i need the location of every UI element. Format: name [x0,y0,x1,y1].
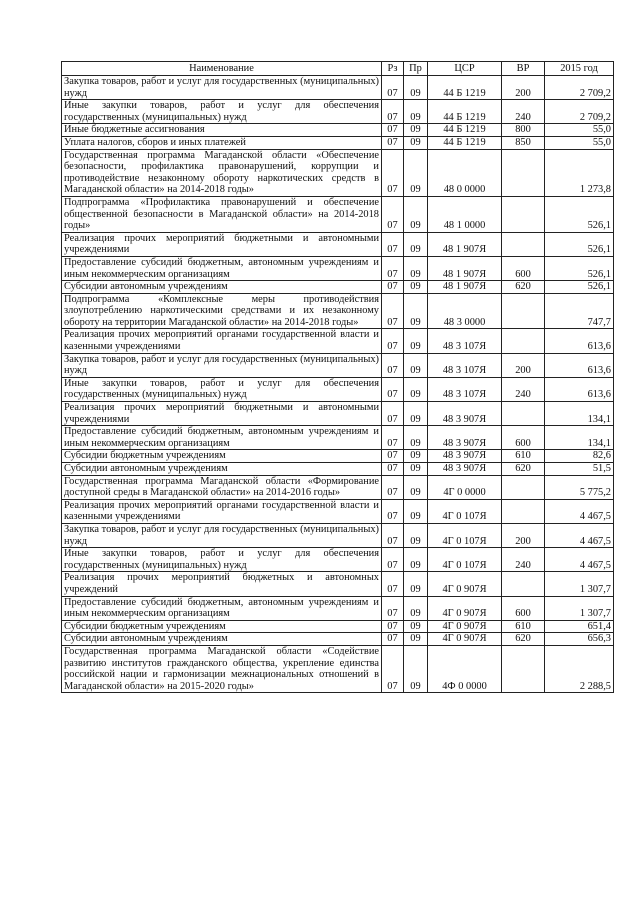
table-row [62,256,614,280]
row-amount: 5 775,2 [545,475,614,499]
row-rz: 07 [382,329,404,353]
row-rz: 07 [382,281,404,294]
header-pr: Пр [404,62,428,76]
row-vr: 240 [502,377,545,401]
row-vr: 240 [502,548,545,572]
row-csr: 4Г 0 107Я [428,548,502,572]
row-name: Реализация прочих мероприятий органами государственной власти и казенными учреждениями [62,499,382,523]
row-pr: 09 [404,377,428,401]
row-name: Государственная программа Магаданской области «Обеспечение безопасности, профилактика правонарушений, коррупции и противодействие незаконному обороту наркотических средств в Магаданской области» на 2014-2018 годы» [62,149,382,196]
table-header-row [62,62,614,76]
row-rz: 07 [382,426,404,450]
row-amount: 82,6 [545,450,614,463]
row-pr: 09 [404,353,428,377]
row-amount: 2 709,2 [545,76,614,100]
row-rz: 07 [382,76,404,100]
row-pr: 09 [404,329,428,353]
row-name: Подпрограмма «Комплексные меры противодействия злоупотреблению наркотическими средствами и их незаконному обороту на территории Магаданской области» на 2014-2018 годы» [62,293,382,329]
table-row [62,329,614,353]
row-pr: 09 [404,450,428,463]
row-name: Субсидии автономным учреждениям [62,463,382,476]
budget-table [61,61,614,693]
row-vr [502,149,545,196]
row-vr: 620 [502,633,545,646]
row-vr [502,329,545,353]
row-rz: 07 [382,232,404,256]
row-csr: 4Г 0 907Я [428,572,502,596]
row-amount: 55,0 [545,124,614,137]
table-row [62,402,614,426]
row-pr: 09 [404,232,428,256]
table-body [62,76,614,693]
row-name: Иные бюджетные ассигнования [62,124,382,137]
row-name: Иные закупки товаров, работ и услуг для обеспечения государственных (муниципальных) нужд [62,100,382,124]
table-row [62,281,614,294]
row-name: Предоставление субсидий бюджетным, автономным учреждениям и иным некоммерческим организациям [62,426,382,450]
row-csr: 48 3 907Я [428,426,502,450]
row-rz: 07 [382,523,404,547]
row-name: Субсидии бюджетным учреждениям [62,620,382,633]
row-amount: 134,1 [545,402,614,426]
row-csr: 4Г 0 907Я [428,596,502,620]
row-rz: 07 [382,293,404,329]
row-amount: 4 467,5 [545,499,614,523]
table-row [62,196,614,232]
row-name: Реализация прочих мероприятий бюджетными и автономными учреждениями [62,402,382,426]
row-vr [502,499,545,523]
row-rz: 07 [382,463,404,476]
row-pr: 09 [404,633,428,646]
row-csr: 48 3 107Я [428,353,502,377]
row-rz: 07 [382,596,404,620]
row-rz: 07 [382,645,404,692]
row-amount: 1 307,7 [545,596,614,620]
table-row [62,499,614,523]
row-amount: 2 288,5 [545,645,614,692]
row-vr [502,293,545,329]
row-vr [502,232,545,256]
row-csr: 48 1 0000 [428,196,502,232]
row-vr: 610 [502,620,545,633]
row-csr: 44 Б 1219 [428,124,502,137]
row-vr: 800 [502,124,545,137]
table-row [62,523,614,547]
table-row [62,450,614,463]
row-csr: 4Г 0 907Я [428,620,502,633]
row-amount: 134,1 [545,426,614,450]
table-row [62,463,614,476]
row-pr: 09 [404,426,428,450]
row-pr: 09 [404,596,428,620]
row-name: Предоставление субсидий бюджетным, автономным учреждениям и иным некоммерческим организациям [62,256,382,280]
row-pr: 09 [404,281,428,294]
row-vr: 850 [502,136,545,149]
row-pr: 09 [404,620,428,633]
row-vr: 620 [502,463,545,476]
row-csr: 4Г 0 0000 [428,475,502,499]
row-name: Закупка товаров, работ и услуг для государственных (муниципальных) нужд [62,76,382,100]
row-rz: 07 [382,149,404,196]
row-rz: 07 [382,353,404,377]
row-amount: 51,5 [545,463,614,476]
table-row [62,475,614,499]
row-csr: 48 1 907Я [428,232,502,256]
header-year: 2015 год [545,62,614,76]
row-amount: 2 709,2 [545,100,614,124]
row-vr: 240 [502,100,545,124]
row-csr: 48 0 0000 [428,149,502,196]
row-pr: 09 [404,523,428,547]
row-vr: 200 [502,523,545,547]
row-amount: 747,7 [545,293,614,329]
row-amount: 613,6 [545,353,614,377]
row-rz: 07 [382,475,404,499]
row-amount: 613,6 [545,329,614,353]
table-row [62,124,614,137]
row-amount: 1 307,7 [545,572,614,596]
row-amount: 55,0 [545,136,614,149]
row-csr: 4Г 0 107Я [428,499,502,523]
table-row [62,353,614,377]
row-name: Предоставление субсидий бюджетным, автономным учреждениям и иным некоммерческим организациям [62,596,382,620]
row-vr: 600 [502,256,545,280]
row-pr: 09 [404,572,428,596]
table-row [62,633,614,646]
row-csr: 44 Б 1219 [428,76,502,100]
row-rz: 07 [382,377,404,401]
table-row [62,596,614,620]
row-vr [502,645,545,692]
row-pr: 09 [404,76,428,100]
row-vr [502,572,545,596]
row-amount: 526,1 [545,256,614,280]
row-rz: 07 [382,402,404,426]
row-pr: 09 [404,499,428,523]
row-pr: 09 [404,136,428,149]
row-rz: 07 [382,136,404,149]
row-rz: 07 [382,450,404,463]
row-amount: 613,6 [545,377,614,401]
row-csr: 4Г 0 907Я [428,633,502,646]
row-name: Субсидии автономным учреждениям [62,633,382,646]
row-name: Закупка товаров, работ и услуг для государственных (муниципальных) нужд [62,353,382,377]
row-name: Государственная программа Магаданской области «Содействие развитию институтов гражданского общества, укрепление единства российской нации и гармонизации межнациональных отношений в Магаданской области» на 2015-2020 годы» [62,645,382,692]
row-name: Реализация прочих мероприятий бюджетных и автономных учреждений [62,572,382,596]
row-pr: 09 [404,293,428,329]
row-rz: 07 [382,548,404,572]
row-pr: 09 [404,463,428,476]
row-csr: 48 1 907Я [428,256,502,280]
row-vr [502,196,545,232]
table-row [62,136,614,149]
row-amount: 656,3 [545,633,614,646]
row-amount: 526,1 [545,281,614,294]
row-amount: 4 467,5 [545,548,614,572]
header-rz: Рз [382,62,404,76]
table-row [62,76,614,100]
row-vr: 200 [502,353,545,377]
header-name: Наименование [62,62,382,76]
row-name: Реализация прочих мероприятий органами государственной власти и казенными учреждениями [62,329,382,353]
row-rz: 07 [382,620,404,633]
row-amount: 1 273,8 [545,149,614,196]
row-pr: 09 [404,645,428,692]
row-name: Подпрограмма «Профилактика правонарушений и обеспечение общественной безопасности в Магаданской области» на 2014-2018 годы» [62,196,382,232]
row-csr: 44 Б 1219 [428,136,502,149]
row-csr: 4Г 0 107Я [428,523,502,547]
row-name: Реализация прочих мероприятий бюджетными и автономными учреждениями [62,232,382,256]
row-vr [502,402,545,426]
row-rz: 07 [382,572,404,596]
table-row [62,620,614,633]
table-row [62,100,614,124]
row-vr: 600 [502,596,545,620]
row-csr: 48 3 907Я [428,402,502,426]
row-vr [502,475,545,499]
row-vr: 610 [502,450,545,463]
table-row [62,232,614,256]
table-row [62,548,614,572]
table-row [62,572,614,596]
row-csr: 48 3 107Я [428,329,502,353]
row-rz: 07 [382,256,404,280]
row-pr: 09 [404,256,428,280]
row-vr: 620 [502,281,545,294]
row-amount: 4 467,5 [545,523,614,547]
row-name: Субсидии бюджетным учреждениям [62,450,382,463]
row-pr: 09 [404,149,428,196]
row-csr: 48 3 907Я [428,463,502,476]
table-row [62,377,614,401]
row-amount: 526,1 [545,196,614,232]
table-row [62,293,614,329]
row-rz: 07 [382,633,404,646]
row-csr: 44 Б 1219 [428,100,502,124]
row-pr: 09 [404,402,428,426]
header-vr: ВР [502,62,545,76]
table-row [62,426,614,450]
row-name: Иные закупки товаров, работ и услуг для обеспечения государственных (муниципальных) нужд [62,548,382,572]
table-row [62,645,614,692]
row-amount: 651,4 [545,620,614,633]
row-name: Государственная программа Магаданской области «Формирование доступной среды в Магаданской области» на 2014-2016 годы» [62,475,382,499]
row-csr: 48 3 107Я [428,377,502,401]
row-name: Закупка товаров, работ и услуг для государственных (муниципальных) нужд [62,523,382,547]
row-pr: 09 [404,548,428,572]
row-pr: 09 [404,100,428,124]
table-row [62,149,614,196]
row-csr: 48 3 907Я [428,450,502,463]
row-pr: 09 [404,124,428,137]
row-vr: 600 [502,426,545,450]
row-pr: 09 [404,475,428,499]
row-vr: 200 [502,76,545,100]
row-rz: 07 [382,124,404,137]
row-name: Иные закупки товаров, работ и услуг для обеспечения государственных (муниципальных) нужд [62,377,382,401]
row-rz: 07 [382,196,404,232]
row-pr: 09 [404,196,428,232]
row-csr: 48 3 0000 [428,293,502,329]
row-csr: 48 1 907Я [428,281,502,294]
row-name: Уплата налогов, сборов и иных платежей [62,136,382,149]
row-amount: 526,1 [545,232,614,256]
header-csr: ЦСР [428,62,502,76]
row-rz: 07 [382,499,404,523]
row-csr: 4Ф 0 0000 [428,645,502,692]
row-name: Субсидии автономным учреждениям [62,281,382,294]
row-rz: 07 [382,100,404,124]
